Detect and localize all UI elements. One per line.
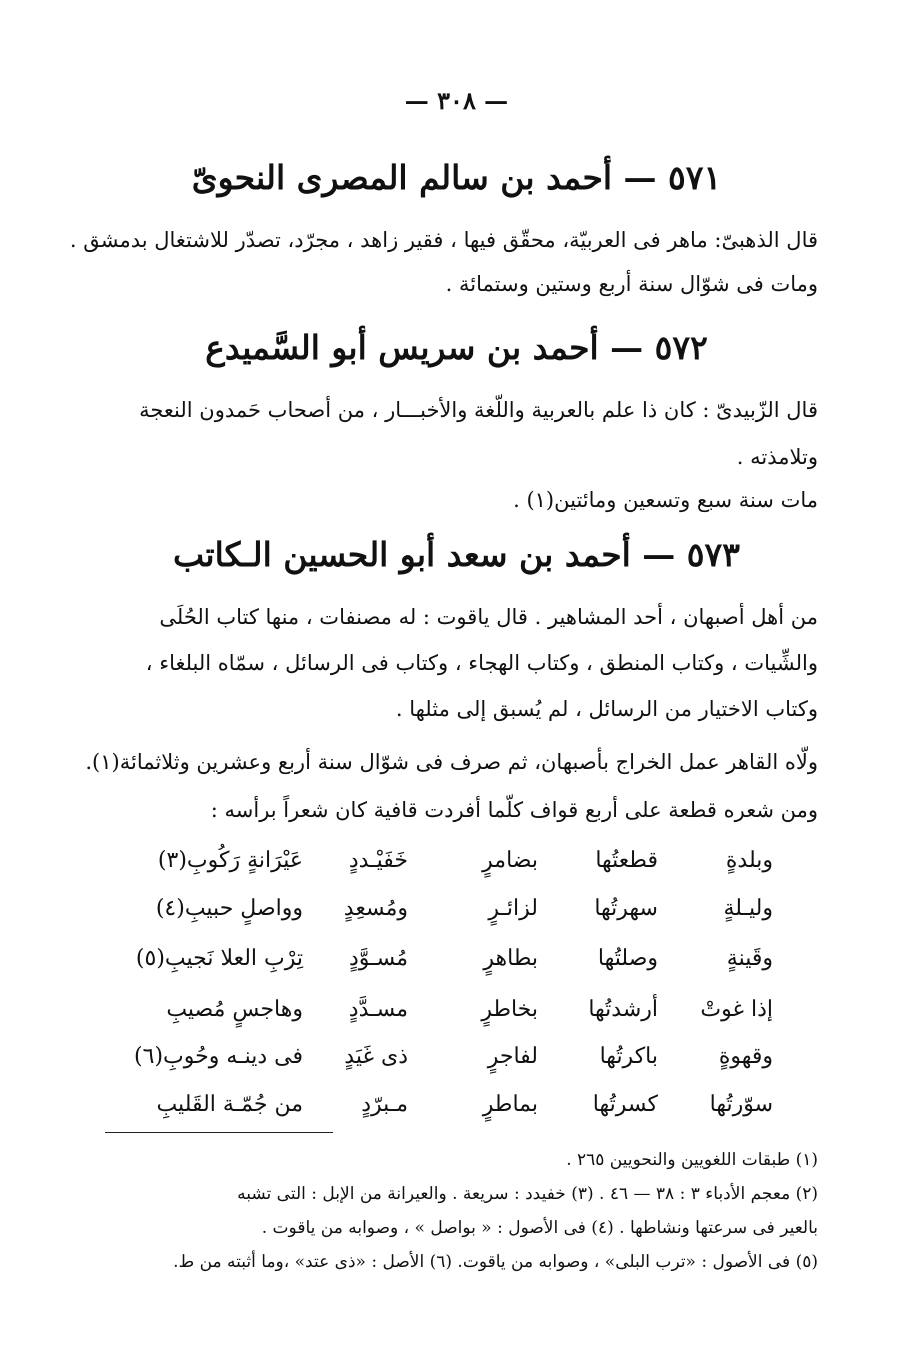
- verse-word: وواصلٍ حبيبِ(٤): [155, 896, 303, 921]
- verse-word: مسـدَّدٍ: [348, 997, 408, 1022]
- entry-571-line-2: ومات فى شوّال سنة أربع وستين وستمائة .: [445, 272, 818, 296]
- verse-word: سوّرتُها: [709, 1092, 773, 1117]
- verse-word: سهرتُها: [594, 896, 658, 921]
- entry-573-line-5: ومن شعره قطعة على أربع قواف كلّما أفردت قافية كان شعراً برأسه :: [210, 798, 818, 822]
- verse-word: بطاهرٍ: [483, 946, 538, 971]
- poem-verse: [133, 848, 773, 892]
- verse-word: وهاجسٍ مُصيبِ: [166, 997, 303, 1022]
- entry-573-line-4: ولّاه القاهر عمل الخراج بأصبهان، ثم صرف فى شوّال سنة أربع وعشرين وثلاثمائة(١).: [85, 750, 818, 774]
- verse-word: تِرْبِ العلا نَجيبِ(٥): [135, 946, 303, 971]
- poem-verse: [133, 896, 773, 940]
- poem-verse: [133, 997, 773, 1041]
- verse-word: مـبرّدٍ: [361, 1092, 408, 1117]
- entry-heading-571: ٥٧١ — أحمد بن سالم المصرى النحوىّ: [191, 158, 722, 197]
- verse-word: عَيْرَانةٍ رَكُوبِ(٣): [157, 848, 303, 873]
- poem-verse: [133, 1044, 773, 1088]
- page-number: — ٣٠٨ —: [404, 86, 509, 115]
- verse-word: مُسـوَّدٍ: [348, 946, 408, 971]
- verse-word: باكرتُها: [599, 1044, 658, 1069]
- entry-572-line-2: وتلامذته .: [736, 445, 818, 469]
- verse-word: لزائـرٍ: [488, 896, 538, 921]
- verse-word: ذى غَيَدٍ: [344, 1044, 408, 1069]
- verse-word: وصلتُها: [597, 946, 658, 971]
- poem-verse: [133, 946, 773, 990]
- verse-word: وليـلةٍ: [723, 896, 773, 921]
- verse-word: كسرتُها: [592, 1092, 658, 1117]
- footnote-divider: [105, 1132, 333, 1133]
- verse-word: أرشدتُها: [588, 997, 658, 1022]
- verse-word: بضامرٍ: [482, 848, 538, 873]
- footnote-line: (٥) فى الأصول : «ترب البلى» ، وصوابه من ياقوت. (٦) الأصل : «ذى عتد» ،وما أثبته من ط.: [173, 1252, 818, 1272]
- entry-572-line-1: قال الزّبيدىّ : كان ذا علم بالعربية واللّغة والأخبـــار ، من أصحاب حَمدون النعجة: [139, 398, 818, 422]
- entry-571-line-1: قال الذهبىّ: ماهر فى العربيّة، محقّق فيها ، فقير زاهد ، مجرّد، تصدّر للاشتغال بدمشق .: [69, 228, 818, 252]
- entry-573-line-2: والشِّيات ، وكتاب المنطق ، وكتاب الهجاء ، وكتاب فى الرسائل ، سمّاه البلغاء ،: [145, 651, 818, 675]
- footnote-line: (١) طبقات اللغويين والنحويين ٢٦٥ .: [566, 1150, 818, 1170]
- entry-573-line-1: من أهل أصبهان ، أحد المشاهير . قال ياقوت : له مصنفات ، منها كتاب الحُلَى: [159, 605, 818, 629]
- entry-572-line-3: مات سنة سبع وتسعين ومائتين(١) .: [513, 488, 818, 512]
- verse-word: وقهوةٍ: [718, 1044, 773, 1069]
- entry-heading-572: ٥٧٢ — أحمد بن سريس أبو السَّميدع: [205, 328, 708, 367]
- verse-word: بماطرٍ: [482, 1092, 538, 1117]
- verse-word: لفاجرٍ: [487, 1044, 538, 1069]
- verse-word: وبلدةٍ: [725, 848, 773, 873]
- verse-word: وقَينةٍ: [726, 946, 773, 971]
- verse-word: قطعتُها: [595, 848, 658, 873]
- entry-heading-573: ٥٧٣ — أحمد بن سعد أبو الحسين الـكاتب: [173, 535, 740, 574]
- footnote-line: (٢) معجم الأدباء ٣ : ٣٨ — ٤٦ . (٣) خفيدد : سريعة . والعيرانة من الإبل : التى تشبه: [237, 1184, 818, 1204]
- footnote-line: بالعير فى سرعتها ونشاطها . (٤) فى الأصول : « بواصل » ، وصوابه من ياقوت .: [261, 1218, 818, 1238]
- verse-word: ومُسعِدٍ: [343, 896, 408, 921]
- verse-word: إذا غوتْ: [700, 997, 773, 1022]
- verse-word: بخاطرٍ: [481, 997, 538, 1022]
- verse-word: من جُمّـة القَليبِ: [156, 1092, 303, 1117]
- verse-word: فى دينـه وحُوبِ(٦): [134, 1044, 303, 1069]
- poem-verse: [133, 1092, 773, 1136]
- entry-573-line-3: وكتاب الاختيار من الرسائل ، لم يُسبق إلى مثلها .: [395, 697, 818, 721]
- verse-word: خَفَيْـددٍ: [348, 848, 408, 873]
